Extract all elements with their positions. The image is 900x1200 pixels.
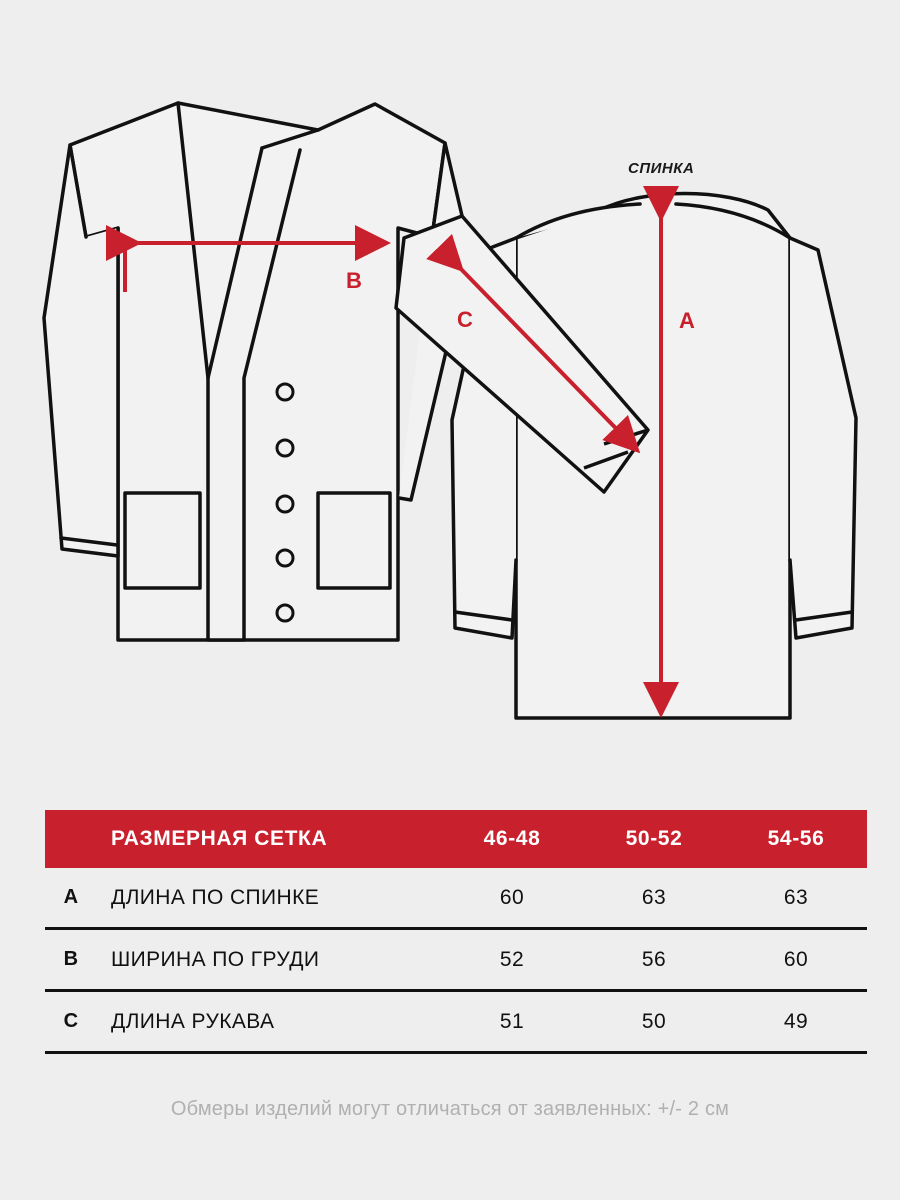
row-value-1: 60 <box>441 868 583 929</box>
header-title: РАЗМЕРНАЯ СЕТКА <box>97 810 441 868</box>
row-value-2: 63 <box>583 868 725 929</box>
row-letter: C <box>45 991 97 1053</box>
header-size-3: 54-56 <box>725 810 867 868</box>
row-value-2: 56 <box>583 929 725 991</box>
row-letter: A <box>45 868 97 929</box>
row-value-3: 60 <box>725 929 867 991</box>
header-size-1: 46-48 <box>441 810 583 868</box>
row-letter: B <box>45 929 97 991</box>
row-value-3: 49 <box>725 991 867 1053</box>
row-name: ДЛИНА ПО СПИНКЕ <box>97 868 441 929</box>
table-row <box>45 991 867 1053</box>
header-size-2: 50-52 <box>583 810 725 868</box>
row-value-2: 50 <box>583 991 725 1053</box>
size-table-container <box>45 810 855 1054</box>
table-header-row <box>45 810 867 868</box>
size-table-head <box>45 810 867 868</box>
back-view-label: СПИНКА <box>628 160 695 177</box>
dimension-label-b: B <box>346 268 362 293</box>
row-value-3: 63 <box>725 868 867 929</box>
row-name: ДЛИНА РУКАВА <box>97 991 441 1053</box>
row-value-1: 51 <box>441 991 583 1053</box>
size-table <box>45 810 867 1054</box>
cardigan-front-illustration <box>44 103 470 640</box>
dimension-label-c: C <box>457 307 473 332</box>
row-value-1: 52 <box>441 929 583 991</box>
dimension-label-a: A <box>679 308 695 333</box>
header-letter-spacer <box>45 810 97 868</box>
measurement-note: Обмеры изделий могут отличаться от заявленных: +/- 2 см <box>170 1098 730 1120</box>
table-row <box>45 929 867 991</box>
size-table-body <box>45 868 867 1053</box>
table-row <box>45 868 867 929</box>
row-name: ШИРИНА ПО ГРУДИ <box>97 929 441 991</box>
